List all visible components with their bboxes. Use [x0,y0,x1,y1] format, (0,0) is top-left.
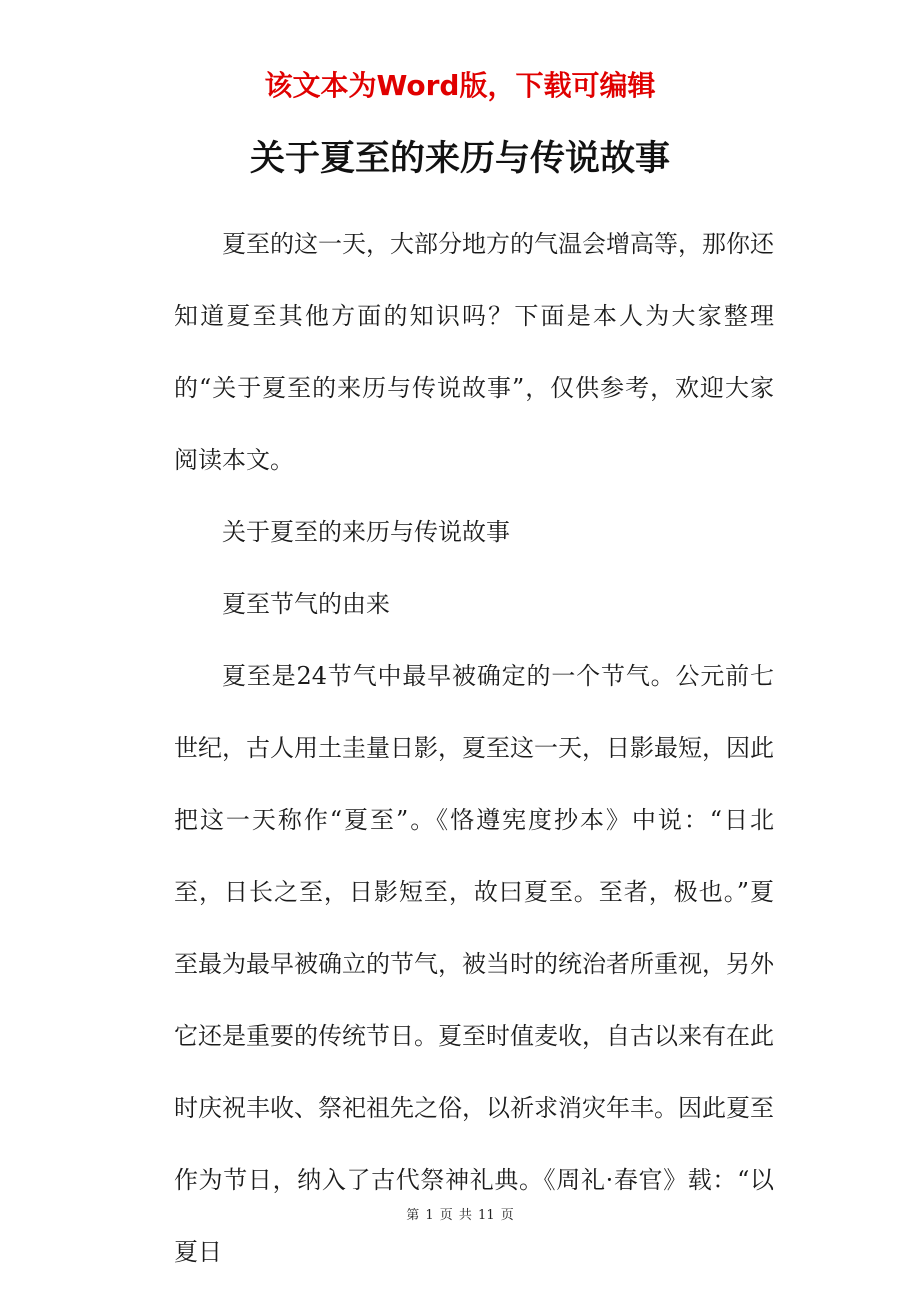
body-paragraph: 夏至是24节气中最早被确定的一个节气。公元前七世纪，古人用土圭量日影，夏至这一天，日影最短，因此把这一天称作“夏至”。《恪遵宪度抄本》中说：“日北至，日长之至，日影短至，故曰夏至。至者，极也。”夏至最为最早被确立的节气，被当时的统治者所重视，另外它还是重要的传统节日。夏至时值麦收，自古以来有在此时庆祝丰收、祭祀祖先之俗，以祈求消灾年丰。因此夏至作为节日，纳入了古代祭神礼典。《周礼·春官》载：“以夏日 [174,662,774,1266]
intro-paragraph: 夏至的这一天，大部分地方的气温会增高等，那你还知道夏至其他方面的知识吗？下面是本人为大家整理的“关于夏至的来历与传说故事”，仅供参考，欢迎大家阅读本文。 [174,230,774,474]
subsection-heading: 夏至节气的由来 [222,590,390,618]
document-body [174,208,774,1288]
download-banner: 该文本为Word版，下载可编辑 [264,69,656,102]
page-title: 关于夏至的来历与传说故事 [249,139,670,179]
page-footer: 第 1 页 共 11 页 [406,1208,514,1223]
section-heading: 关于夏至的来历与传说故事 [222,518,510,546]
